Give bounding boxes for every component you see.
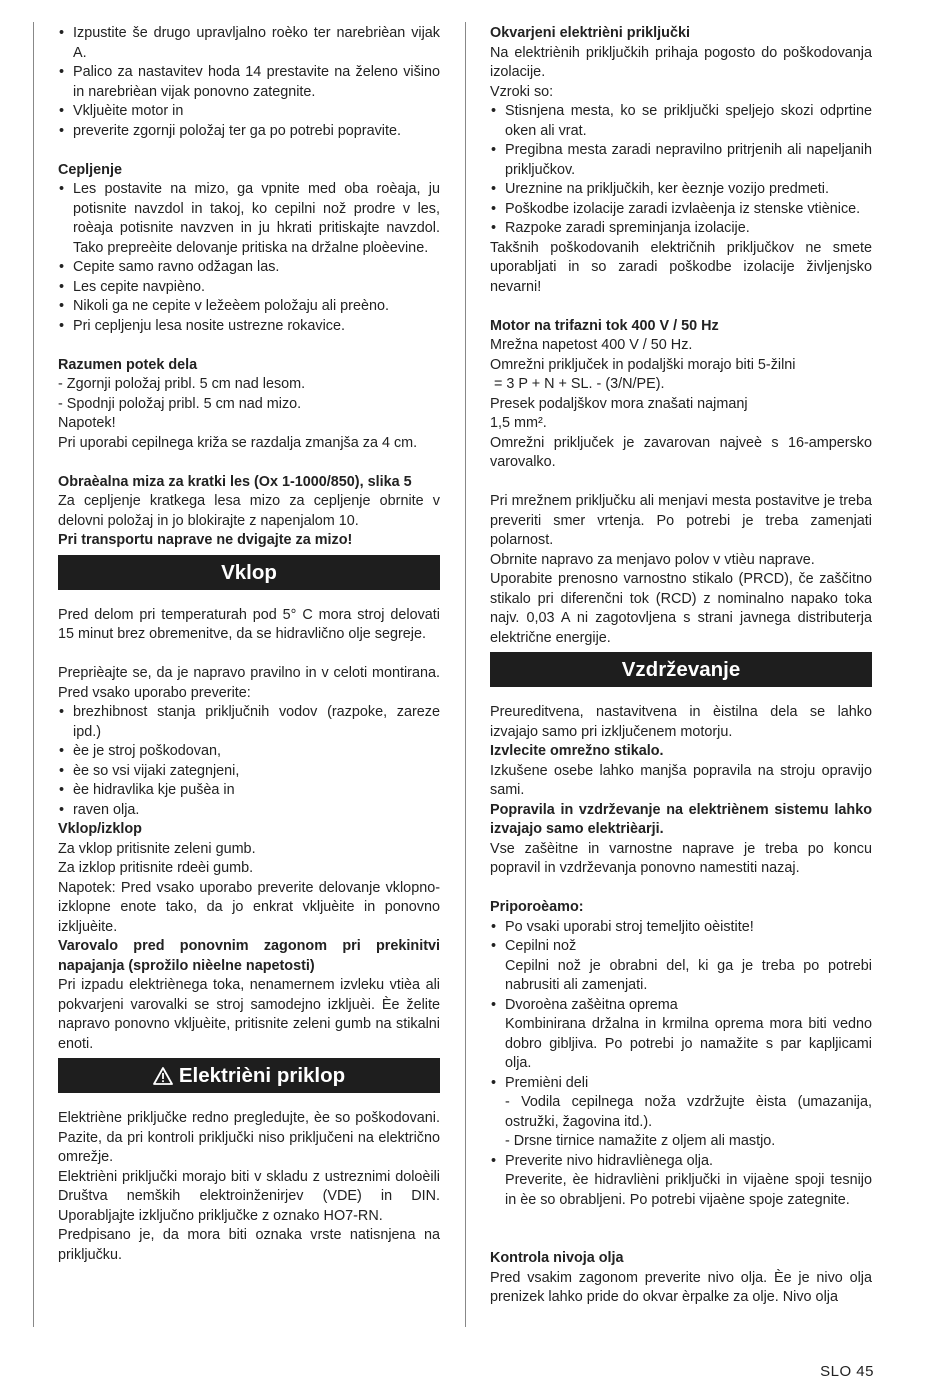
razumen-heading: Razumen potek dela xyxy=(58,356,198,373)
recommend-text: Preverite, èe hidravlièni priključki in vijaène spoji tesnijo in èe so obrabljeni. Po potrebi vijaène spoje zategnite. xyxy=(505,1172,872,1208)
razumen-line: Napotek! xyxy=(58,415,116,431)
motor-paragraph: Pri mrežnem priključku ali menjavi mesta postavitve je treba preveriti smer vrtenja. Po potrebi je treba zamenjati polarnost. xyxy=(490,493,872,548)
list-item xyxy=(490,937,872,996)
vzdrzevanje-bold: Izvlecite omrežno stikalo. xyxy=(490,743,664,759)
list-item xyxy=(490,918,872,938)
elektricni-banner xyxy=(58,1058,440,1093)
elektricni-title: Elektrièni priklop xyxy=(178,1064,346,1087)
vzdrzevanje-paragraph: Preureditvena, nastavitvena in èistilna dela se lahko izvajajo samo pri izključenem motorju. xyxy=(490,704,872,740)
vzdrzevanje-bold: Popravila in vzdrževanje na elektriènem sistemu lahko izvajajo samo elektrièarji. xyxy=(490,801,872,837)
list-item: • Pri cepljenju lesa nosite ustrezne rokavice. xyxy=(58,317,440,337)
okvarjeni-list xyxy=(490,102,872,239)
list-item: • èe so vsi vijaki zategnjeni, xyxy=(58,762,440,782)
vklop-paragraph: Pred delom pri temperaturah pod 5° C mora stroj delovati 15 minut brez obremenitve, da se hidravlično olje segreje. xyxy=(58,606,440,642)
list-item: • Nikoli ga ne cepite v ležeèem položaju ali preèno. xyxy=(58,297,440,317)
razumen-line: - Zgornji položaj pribl. 5 cm nad lesom. xyxy=(58,376,306,392)
list-item: • Razpoke zaradi spreminjanja izolacije. xyxy=(490,219,872,239)
safety-heading: Varovalo pred ponovnim zagonom pri prekinitvi napajanja (sprožilo nièelne napetosti) xyxy=(58,938,440,974)
list-item: • brezhibnost stanja priključnih vodov (razpoke, zareze ipd.) xyxy=(58,703,440,742)
onoff-line: Za izklop pritisnite rdeèi gumb. xyxy=(58,860,254,876)
left-column xyxy=(58,24,440,1265)
oil-text: Pred vsakim zagonom preverite nivo olja. Èe je nivo olja prenizek lahko pride do okvar èrpalke za olje. Nivo olja xyxy=(490,1269,872,1305)
recommend-text: - Vodila cepilnega noža vzdržujte èista (umazanija, ostružki, žagovina itd.). xyxy=(505,1094,872,1130)
list-item xyxy=(490,1152,872,1211)
motor-line: = 3 P + N + SL. - (3/N/PE). xyxy=(490,376,665,392)
recommend-title: • Premièni deli xyxy=(505,1074,589,1091)
motor-line: Presek podaljškov mora znašati najmanj xyxy=(490,395,748,412)
onoff-line: Za vklop pritisnite zeleni gumb. xyxy=(58,840,256,857)
recommend-heading: Priporoèamo: xyxy=(490,899,584,915)
list-item: • Les cepite navpièno. xyxy=(58,278,440,298)
list-item: • Vkljuèite motor in xyxy=(58,102,440,122)
center-column-rule xyxy=(465,22,466,1327)
list-item: • preverite zgornji položaj ter ga po potrebi popravite. xyxy=(58,122,440,142)
list-item: • Izpustite še drugo upravljalno roèko ter narebrièan vijak A. xyxy=(58,24,440,63)
motor-paragraph: Uporabite prenosno varnostno stikalo (PRCD), če zaščitno stikalo pri diferenčni tok (RCD) z nominalno napako toka najv. 0,03 A ni zagotovljena s strani javnega distributerja električne energije. xyxy=(490,571,872,646)
list-item: • Pregibna mesta zaradi nepravilno pritrjenih ali napeljanih priključkov. xyxy=(490,141,872,180)
list-item: • Stisnjena mesta, ko se priključki speljejo skozi odprtine oken ali vrat. xyxy=(490,102,872,141)
oil-heading: Kontrola nivoja olja xyxy=(490,1250,624,1266)
elektricni-paragraph: Predpisano je, da mora biti oznaka vrste natisnjena na priključku. xyxy=(58,1227,440,1263)
okvarjeni-paragraph: Takšnih poškodovanih električnih priključkov ne smete uporabljati in so zaradi poškodbe izolacije življenjsko nevarni! xyxy=(490,239,872,295)
elektricni-paragraph: Elektriène priključke redno pregledujte, èe so poškodovani. Pazite, da pri kontroli priključki niso priključeni na električno omrežje. xyxy=(58,1110,440,1165)
page-number: SLO 45 xyxy=(820,1363,874,1380)
vklop-paragraph: Preprièajte se, da je napravo pravilno in v celoti montirana. Pred vsako uporabo preverite: xyxy=(58,665,440,701)
list-item: • Poškodbe izolacije zaradi izvlaèenja iz stenske vtiènice. xyxy=(490,200,872,220)
right-column xyxy=(490,24,872,1308)
list-item: • Ureznine na priključkih, ker èeznje vozijo predmeti. xyxy=(490,180,872,200)
list-item xyxy=(490,996,872,1074)
vzdrzevanje-paragraph: Izkušene osebe lahko manjša popravila na stroju opravijo sami. xyxy=(490,762,872,798)
onoff-note: Napotek: Pred vsako uporabo preverite delovanje vklopno-izklopne enote tako, da jo enkrat vkljuèite in ponovno izkljuèite. xyxy=(58,879,440,935)
vzdrzevanje-paragraph: Vse zašèitne in varnostne naprave je treba po koncu popravil in vzdrževanja ponovno namestiti nazaj. xyxy=(490,840,872,876)
recommend-title: • Cepilni nož xyxy=(505,938,577,954)
list-item: • Palico za nastavitev hoda 14 prestavite na želeno višino in narebrièan vijak ponovno zategnite. xyxy=(58,63,440,102)
list-item: • èe je stroj poškodovan, xyxy=(58,742,440,762)
intro-list xyxy=(58,24,440,141)
okvarjeni-paragraph: Na elektriènih priključkih prihaja pogosto do poškodovanja izolacije. xyxy=(490,44,872,80)
vklop-check-list xyxy=(58,703,440,820)
list-item: • raven olja. xyxy=(58,801,440,821)
motor-line: 1,5 mm². xyxy=(490,415,547,431)
recommend-list xyxy=(490,918,872,1211)
recommend-title: • Preverite nivo hidravliènega olja. xyxy=(505,1152,713,1169)
vzdrzevanje-banner: Vzdrževanje xyxy=(490,652,872,687)
okvarjeni-causes-label: Vzroki so: xyxy=(490,83,554,100)
recommend-text: - Drsne tirnice namažite z oljem ali mastjo. xyxy=(505,1133,776,1149)
motor-line: Omrežni priključek je zavarovan najveè s 16-ampersko varovalko. xyxy=(490,434,872,470)
cepljenje-heading: Cepljenje xyxy=(58,161,122,178)
recommend-text: Cepilni nož je obrabni del, ki ga je treba po potrebi nabrusiti ali zamenjati. xyxy=(505,957,872,993)
warning-triangle-icon xyxy=(153,1061,173,1096)
cepljenje-list xyxy=(58,180,440,336)
razumen-line: Pri uporabi cepilnega križa se razdalja zmanjša za 4 cm. xyxy=(58,434,418,451)
recommend-title: • Dvoroèna zašèitna oprema xyxy=(505,996,678,1013)
list-item xyxy=(490,1074,872,1152)
safety-text: Pri izpadu elektriènega toka, nenamernem izvleku vtièa ali pokvarjeni varovalki se stroj samodejno izkljuèi. Èe želite napravo ponovno vkljuèite, pritisnite zeleni gumb na stikalni enoti. xyxy=(58,977,440,1052)
motor-heading: Motor na trifazni tok 400 V / 50 Hz xyxy=(490,317,719,334)
motor-line: Omrežni priključek in podaljški morajo biti 5-žilni xyxy=(490,356,796,373)
recommend-text: • Po vsaki uporabi stroj temeljito oèistite! xyxy=(505,918,754,935)
vklop-banner: Vklop xyxy=(58,555,440,590)
elektricni-paragraph: Elektrièni priključki morajo biti v skladu z ustreznimi doloèili Društva nemških elektroinženirjev (VDE) in DIN. Uporabljajte izključno priključke z oznako HO7-RN. xyxy=(58,1168,440,1224)
miza-text: Za cepljenje kratkega lesa mizo za cepljenje obrnite v delovni položaj in jo blokirajte z napenjalom 10. xyxy=(58,493,440,529)
motor-line: Mrežna napetost 400 V / 50 Hz. xyxy=(490,337,693,353)
miza-bold-note: Pri transportu naprave ne dvigajte za mizo! xyxy=(58,532,353,548)
razumen-line: - Spodnji položaj pribl. 5 cm nad mizo. xyxy=(58,395,302,412)
list-item: • èe hidravlika kje pušèa in xyxy=(58,781,440,801)
list-item: • Cepite samo ravno odžagan las. xyxy=(58,258,440,278)
onoff-heading: Vklop/izklop xyxy=(58,821,142,837)
motor-paragraph: Obrnite napravo za menjavo polov v vtièu naprave. xyxy=(490,551,815,568)
list-item: • Les postavite na mizo, ga vpnite med oba roèaja, ju potisnite navzdol in takoj, ko cepilni nož prodre v les, roèaja potisnite navzven in ju hkrati pritiskajte navzdol. Tako prepreèite delovanje pritiska na držalne ploèevine. xyxy=(58,180,440,258)
okvarjeni-heading: Okvarjeni elektrièni priključki xyxy=(490,25,690,41)
left-margin-rule xyxy=(33,22,34,1327)
miza-heading: Obraèalna miza za kratki les (Ox 1-1000/850), slika 5 xyxy=(58,473,412,490)
recommend-text: Kombinirana držalna in krmilna oprema mora biti vedno dobro gibljiva. Po potrebi jo namažite s par kapljicami olja. xyxy=(505,1016,872,1071)
